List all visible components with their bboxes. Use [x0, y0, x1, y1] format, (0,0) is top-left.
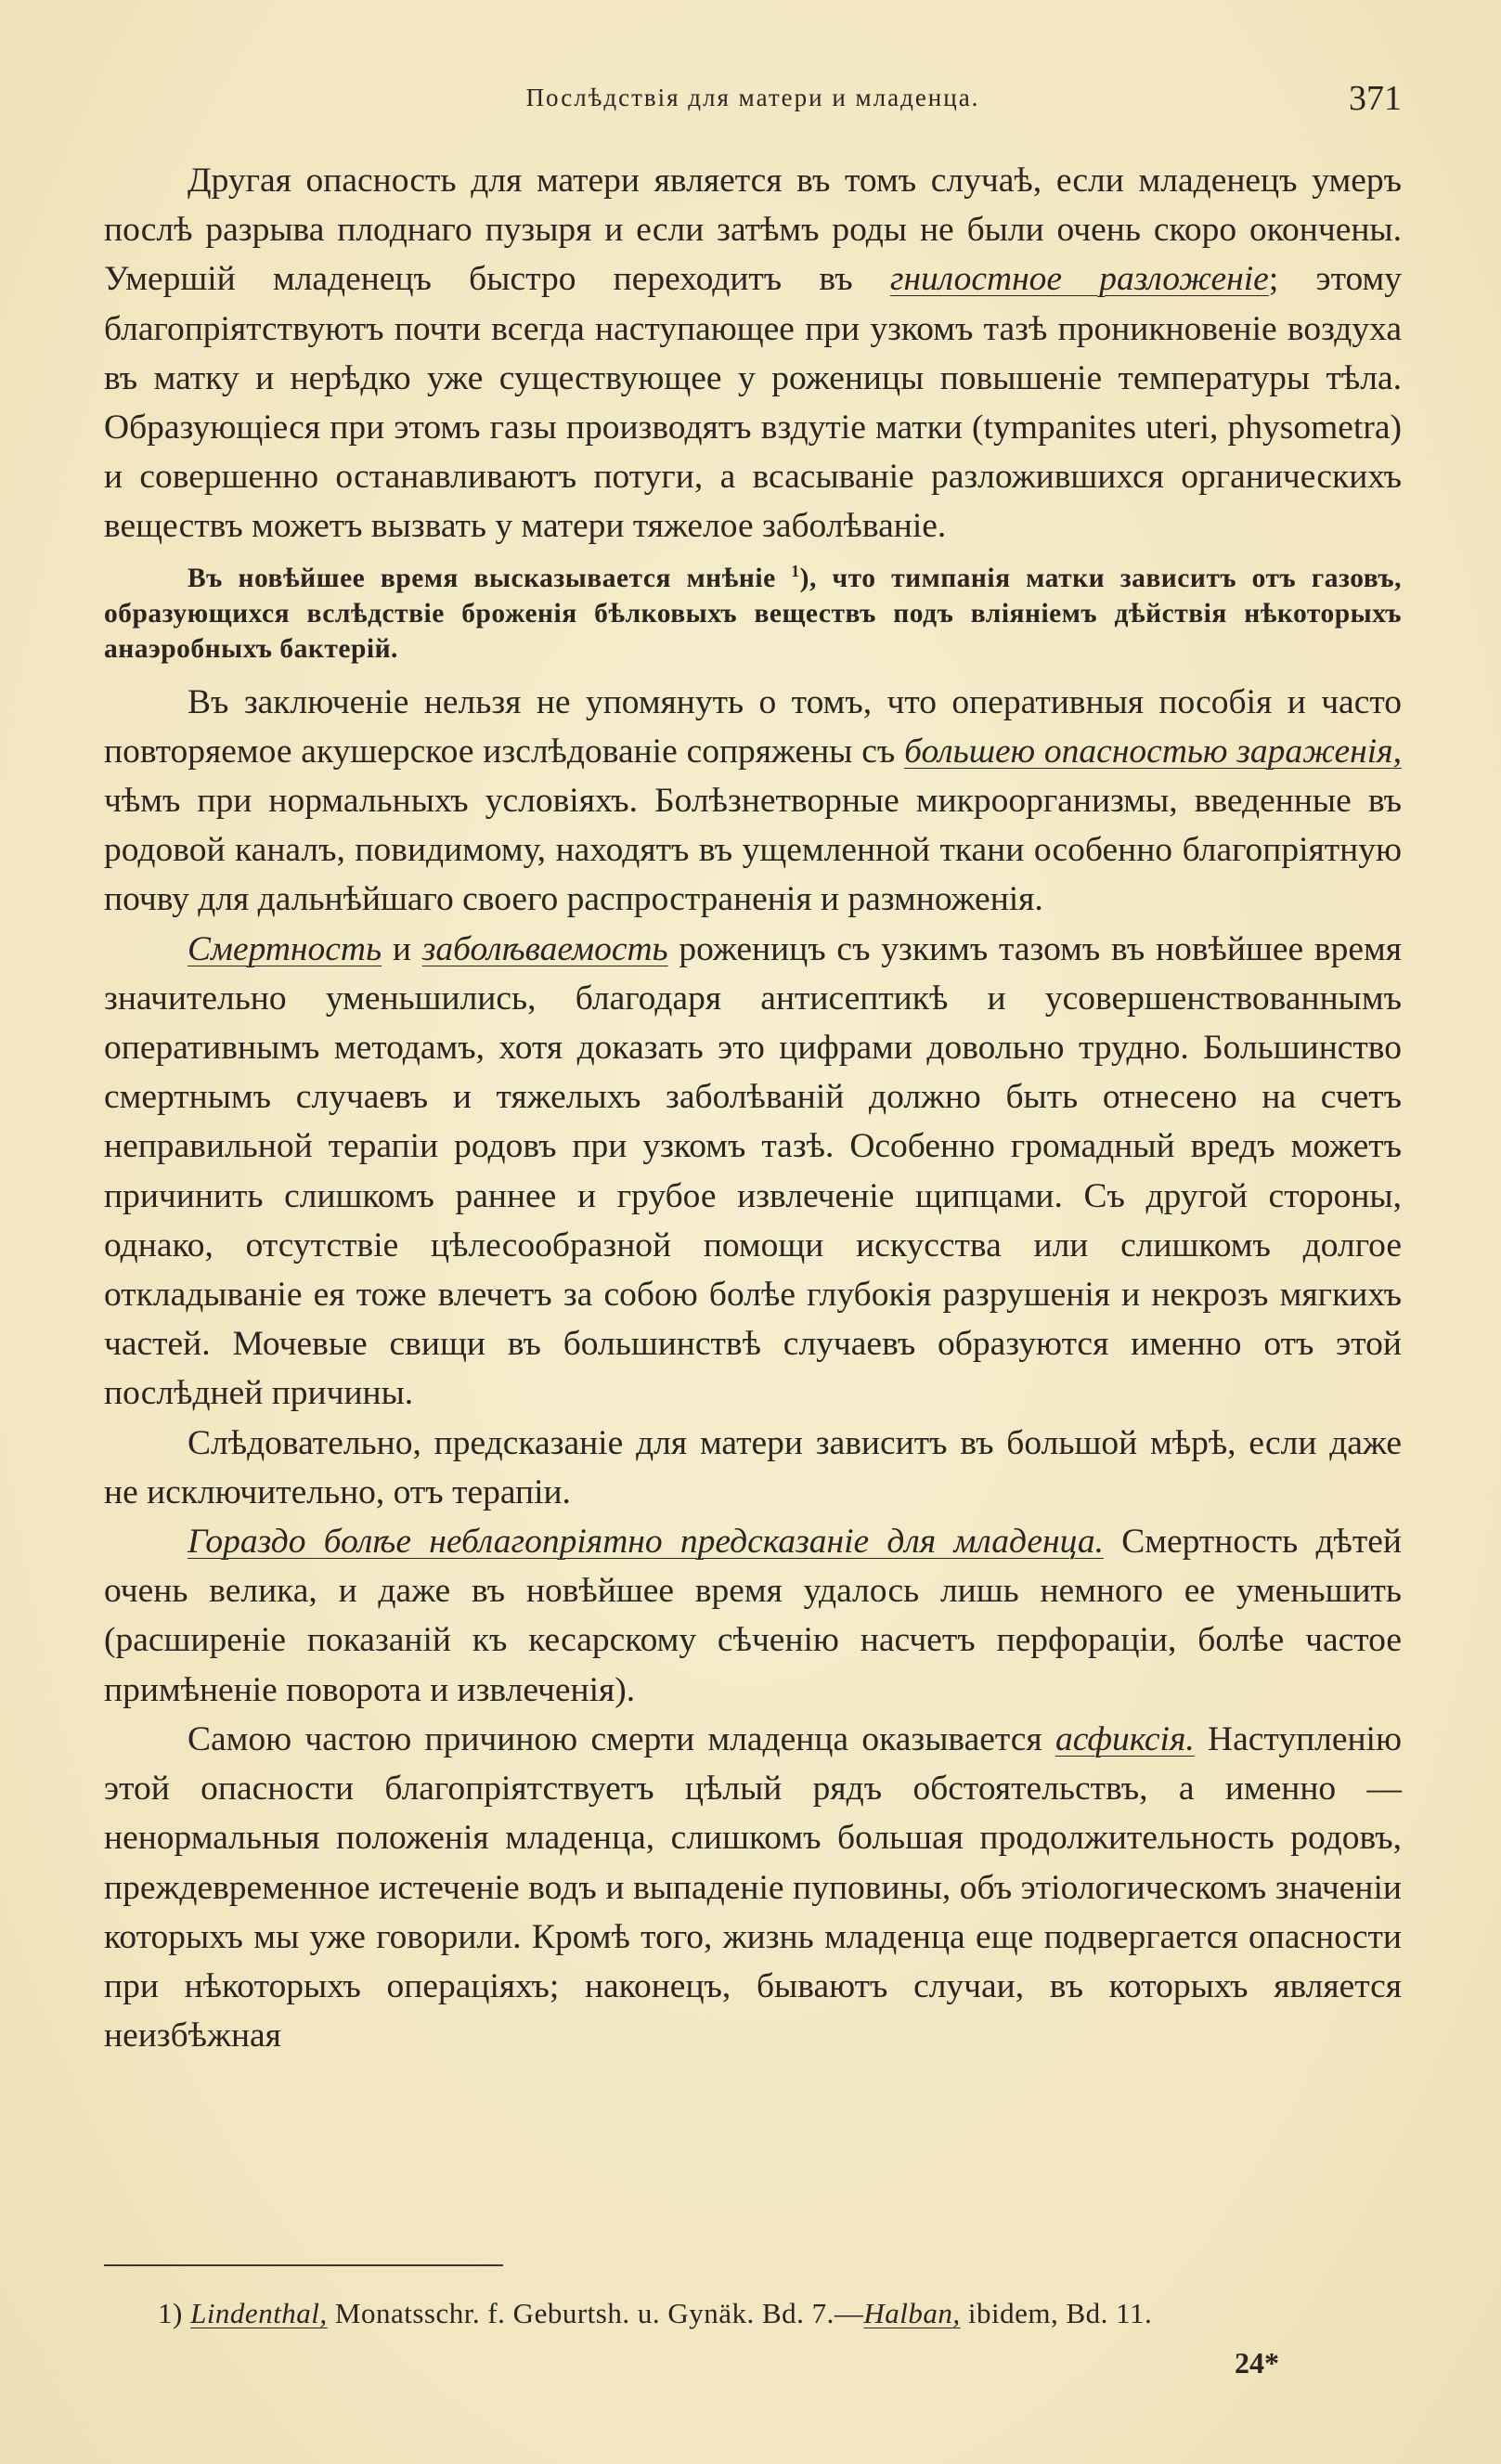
- footnote-reference: 1: [791, 561, 800, 580]
- footnote-divider: [104, 2264, 503, 2266]
- footnote-author: Halban,: [863, 2297, 961, 2329]
- text-segment: Въ заключеніе нельзя не упомянуть о томъ, что оперативныя пособія и часто повторяемое акушерское изслѣдованіе сопряжены съ: [104, 682, 1402, 771]
- text-segment: и: [382, 929, 422, 968]
- paragraph-mortality: [104, 925, 1402, 1419]
- emphasis-text: Гораздо болѣе неблагопріятно предсказаніе для младенца.: [188, 1523, 1104, 1562]
- emphasis-text: заболѣваемость: [421, 929, 668, 968]
- footnote-marker: 1): [158, 2297, 183, 2329]
- emphasis-text: Смертность: [188, 929, 382, 968]
- emphasis-text: большею опасностью зараженія,: [904, 732, 1402, 771]
- text-segment: роженицъ съ узкимъ тазомъ въ новѣйшее время значительно уменьшились, благодаря антисептикѣ и усовершенствованнымъ оперативнымъ методамъ, хотя доказать это цифрами довольно трудно. Большинство смертнымъ случаевъ и тяжелыхъ заболѣваній должно быть отнесено на счетъ неправильной терапіи родовъ при узкомъ тазѣ. Особенно громадный вредъ можетъ причинить слишкомъ раннее и грубое извлеченіе щипцами. Съ другой стороны, однако, отсутствіе цѣлесообразной помощи искусства или слишкомъ долгое откладываніе ея тоже влечетъ за собою болѣе глубокія разрушенія и некрозъ мягкихъ частей. Мочевые свищи въ большинствѣ случаевъ образуются именно отъ этой послѣдней причины.: [104, 929, 1402, 1413]
- footnote-text: ibidem, Bd. 11.: [960, 2297, 1153, 2329]
- text-segment: ), что тимпанія матки зависитъ отъ газовъ, образующихся вслѣдствіе броженія бѣлковыхъ веществъ подъ вліяніемъ дѣйствія нѣкоторыхъ анаэробныхъ бактерій.: [104, 563, 1402, 664]
- running-head: Послѣдствія для матери и младенца.: [525, 84, 980, 111]
- text-segment: Въ новѣйшее время высказывается мнѣніе: [188, 563, 792, 593]
- footnote: [158, 2297, 1152, 2330]
- text-segment: Наступленію этой опасности благопріятствуетъ цѣлый рядъ обстоятельствъ, а именно — ненормальныя положенія младенца, слишкомъ большая продолжительность родовъ, преждевременное истеченіе водъ и выпаденіе пуповины, объ этіологическомъ значеніи которыхъ мы уже говорили. Кромѣ того, жизнь младенца еще подвергается опасности при нѣкоторыхъ операціяхъ; наконецъ, бываютъ случаи, въ которыхъ является неизбѣжная: [104, 1719, 1402, 2055]
- text-segment: ; этому благопріятствуютъ почти всегда наступающее при узкомъ тазѣ проникновеніе воздуха въ матку и нерѣдко уже существующее у роженицы повышеніе температуры тѣла. Образующіеся при этомъ газы производятъ вздутіе матки (tympanites uteri, physometra) и совершенно останавливаютъ потуги, а всасываніе разложившихся органическихъ веществъ можетъ вызвать у матери тяжелое заболѣваніе.: [104, 260, 1402, 546]
- footnote-author: Lindenthal,: [190, 2297, 328, 2329]
- footnote-text: Monatsschr. f. Geburtsh. u. Gynäk. Bd. 7.—: [327, 2297, 864, 2329]
- page-number: 371: [1349, 79, 1402, 118]
- text-segment: чѣмъ при нормальныхъ условіяхъ. Болѣзнетворные микроорганизмы, введенные въ родовой каналъ, повидимому, находятъ въ ущемленной ткани особенно благопріятную почву для дальнѣйшаго своего распространенія и размноженія.: [104, 782, 1402, 919]
- page-header: [104, 78, 1402, 124]
- paragraph-prognosis-mother: [104, 1419, 1402, 1517]
- text-segment: Самою частою причиною смерти младенца оказывается: [188, 1719, 1055, 1758]
- paragraph-mother-danger: [104, 156, 1402, 551]
- text-segment: Смертность дѣтей очень велика, и даже въ новѣйшее время удалось лишь немного ее уменьшить (расширеніе показаній къ кесарскому сѣченію насчетъ перфораціи, болѣе частое примѣненіе поворота и извлеченія).: [104, 1523, 1402, 1709]
- text-segment: Слѣдовательно, предсказаніе для матери зависитъ въ большой мѣрѣ, если даже не исключительно, отъ терапіи.: [104, 1423, 1402, 1511]
- paragraph-prognosis-infant: [104, 1517, 1402, 1715]
- small-print-note: [104, 561, 1402, 667]
- signature-mark: 24*: [1235, 2346, 1279, 2380]
- paragraph-asphyxia: [104, 1715, 1402, 2060]
- text-segment: Другая опасность для матери является въ томъ случаѣ, если младенецъ умеръ послѣ разрыва плоднаго пузыря и если затѣмъ роды не были очень скоро окончены. Умершій младенецъ быстро переходитъ въ: [104, 162, 1402, 299]
- paragraph-infection-risk: [104, 678, 1402, 925]
- body-text: [104, 156, 1402, 2060]
- emphasis-text: асфиксія.: [1055, 1719, 1195, 1758]
- emphasis-text: гнилостное разложеніе: [889, 260, 1269, 299]
